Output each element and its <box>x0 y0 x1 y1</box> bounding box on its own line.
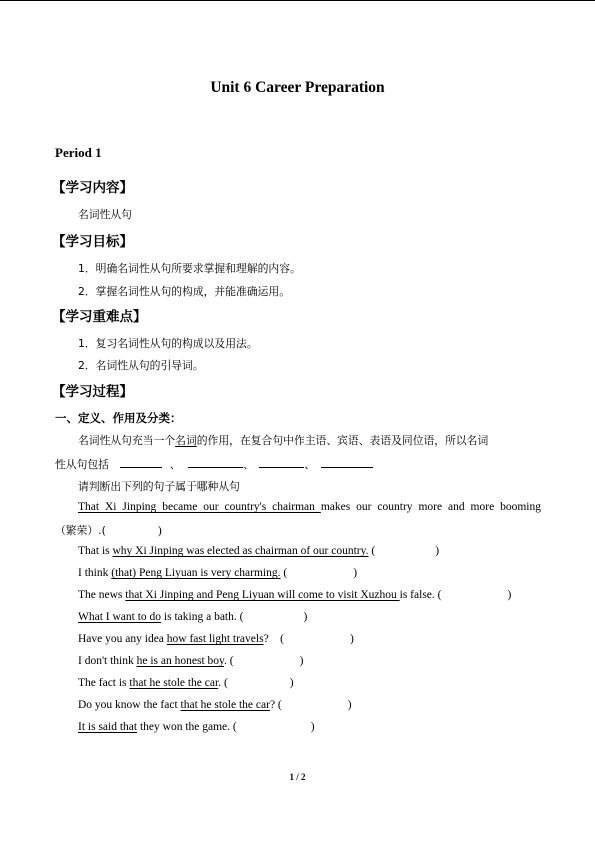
sentence-1-line1: That Xi Jinping became our country's chairman makes our country more and more booming <box>78 501 542 513</box>
sentence-8: The fact is that he stole the car. ( ) <box>78 677 294 689</box>
page-number: 1 / 2 <box>289 772 306 782</box>
goal-item-2: 2．掌握名词性从句的构成，并能准确运用。 <box>78 285 291 298</box>
underlined-noun: 名词 <box>175 434 197 447</box>
heading-keypoints: 【学习重难点】 <box>52 309 147 325</box>
sentence-5: What I want to do is taking a bath. ( ) <box>78 611 308 623</box>
sentence-1-line2: （繁荣）.( ) <box>55 524 162 537</box>
definition-paragraph-line1: 名词性从句充当一个名词的作用，在复合句中作主语、宾语、表语及同位语，所以名词 <box>78 434 489 447</box>
definition-paragraph-line2: 性从句包括 、 、 、 <box>55 456 373 472</box>
sentence-3: I think (that) Peng Liyuan is very charming. ( ) <box>78 567 358 579</box>
period-label: Period 1 <box>55 145 102 160</box>
top-border-line <box>0 0 595 1</box>
answer-blank-3[interactable] <box>259 456 304 468</box>
keypoint-item-1: 1．复习名词性从句的构成以及用法。 <box>78 337 258 350</box>
heading-goals: 【学习目标】 <box>52 234 133 250</box>
answer-blank-2[interactable] <box>188 456 243 468</box>
sentence-10: It is said that they won the game. ( ) <box>78 721 315 733</box>
answer-blank-1[interactable] <box>120 456 162 468</box>
answer-blank-4[interactable] <box>321 456 373 468</box>
sentence-2: That is why Xi Jinping was elected as chairman of our country. ( ) <box>78 545 440 557</box>
heading-process: 【学习过程】 <box>52 384 133 400</box>
sentence-7: I don't think he is an honest boy. ( ) <box>78 655 304 667</box>
document-title: Unit 6 Career Preparation <box>210 79 385 96</box>
heading-content: 【学习内容】 <box>52 180 133 196</box>
instruction-text: 请判断出下列的句子属于哪种从句 <box>78 480 240 493</box>
sentence-6: Have you any idea how fast light travels? ( ) <box>78 633 354 645</box>
section-definition-heading: 一、定义、作用及分类： <box>55 411 182 425</box>
sentence-4: The news that Xi Jinping and Peng Liyuan will come to visit Xuzhou is false. ( ) <box>78 589 512 601</box>
sentence-9: Do you know the fact that he stole the car? ( ) <box>78 699 352 711</box>
content-text: 名词性从句 <box>78 208 132 221</box>
goal-item-1: 1．明确名词性从句所要求掌握和理解的内容。 <box>78 262 301 275</box>
keypoint-item-2: 2．名词性从句的引导词。 <box>78 359 204 372</box>
